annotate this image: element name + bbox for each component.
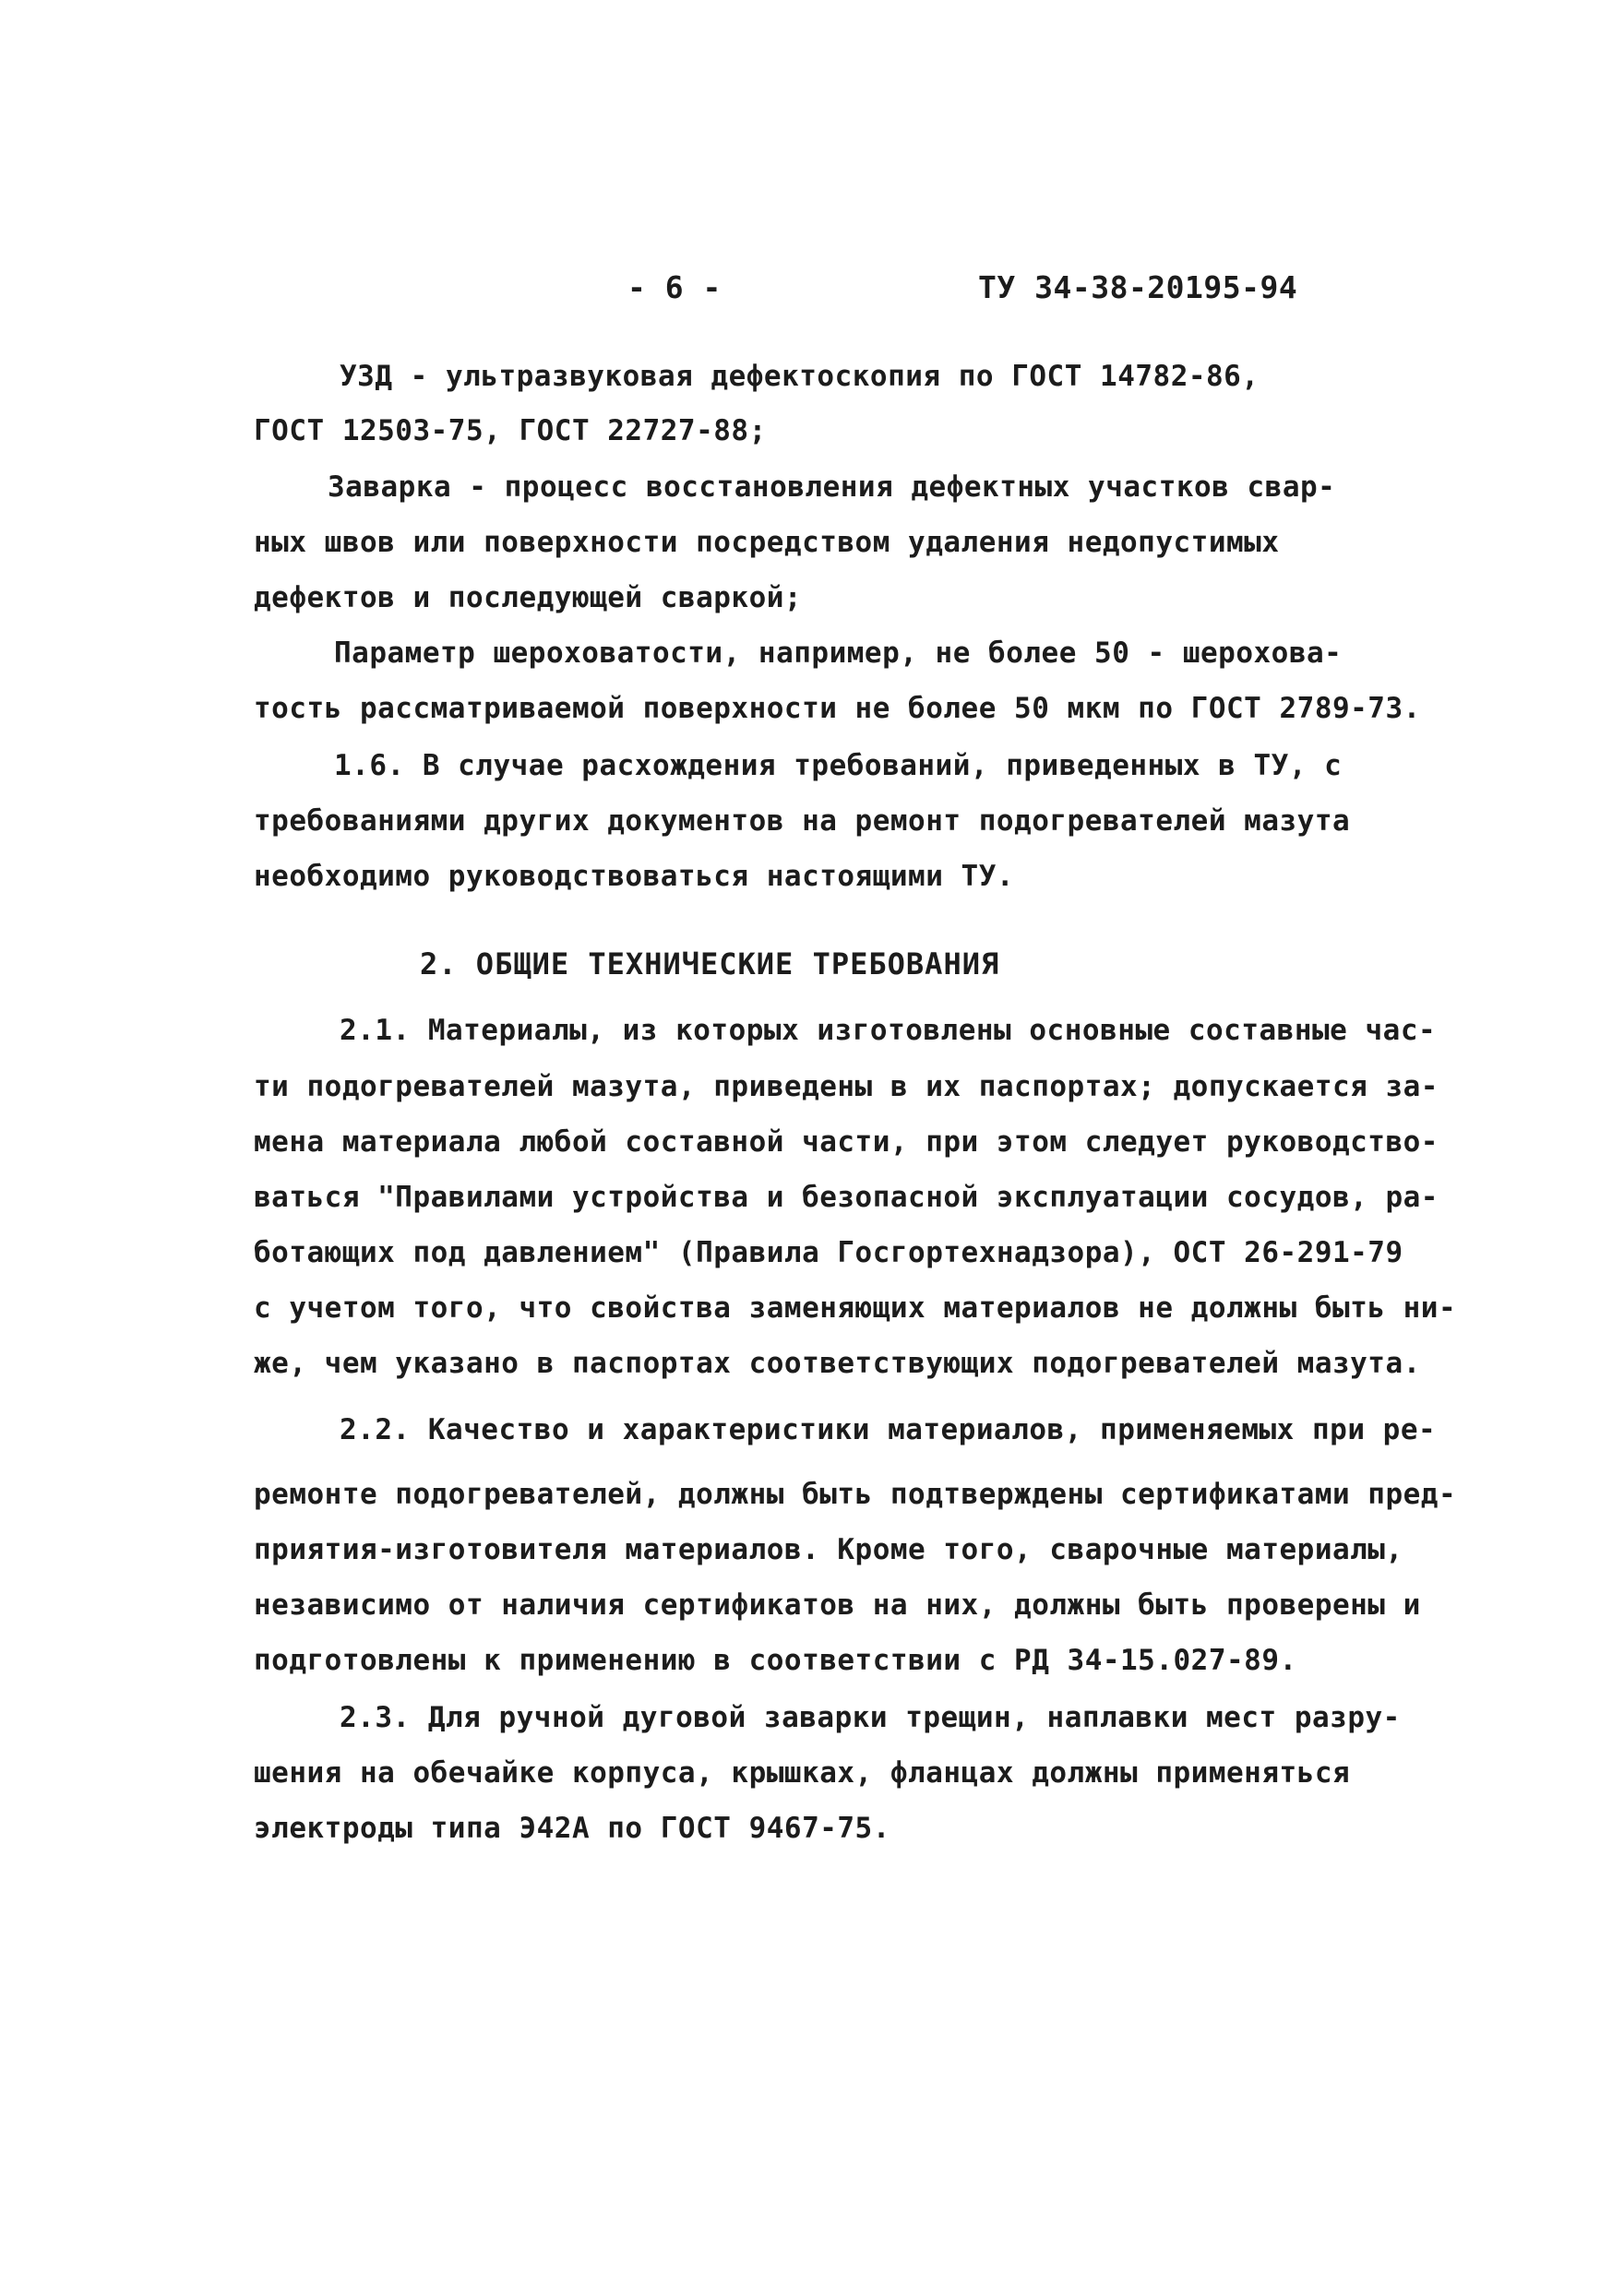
- section-line: 2.3. Для ручной дуговой заварки трещин, наплавки мест разру-: [340, 1701, 1401, 1734]
- body-line: требованиями других документов на ремонт подогревателей мазута: [254, 804, 1351, 838]
- section-line: шения на обечайке корпуса, крышках, фланцах должны применяться: [254, 1756, 1351, 1790]
- body-line: тость рассматриваемой поверхности не более 50 мкм по ГОСТ 2789-73.: [254, 692, 1421, 725]
- body-line: ных швов или поверхности посредством удаления недопустимых: [254, 526, 1280, 559]
- body-line: ГОСТ 12503-75, ГОСТ 22727-88;: [254, 414, 767, 447]
- body-line: дефектов и последующей сваркой;: [254, 581, 803, 614]
- section-line: подготовлены к применению в соответствии с РД 34-15.027-89.: [254, 1644, 1297, 1677]
- section-line: ботающих под давлением" (Правила Госгортехнадзора), ОСТ 26-291-79: [254, 1236, 1403, 1269]
- section-line: ваться "Правилами устройства и безопасной эксплуатации сосудов, ра-: [254, 1181, 1439, 1214]
- page-number: - 6 -: [627, 269, 722, 305]
- section-title: 2. ОБЩИЕ ТЕХНИЧЕСКИЕ ТРЕБОВАНИЯ: [420, 946, 1000, 981]
- section-line: независимо от наличия сертификатов на них, должны быть проверены и: [254, 1588, 1421, 1622]
- section-line: ти подогревателей мазута, приведены в их паспортах; допускается за-: [254, 1070, 1439, 1103]
- body-line: 1.6. В случае расхождения требований, приведенных в ТУ, с: [334, 749, 1343, 782]
- section-line: 2.1. Материалы, из которых изготовлены основные составные час-: [340, 1014, 1437, 1047]
- section-line: мена материала любой составной части, при этом следует руководство-: [254, 1125, 1439, 1159]
- document-code: ТУ 34-38-20195-94: [978, 269, 1298, 305]
- body-line: УЗД - ультразвуковая дефектоскопия по ГОСТ 14782-86,: [340, 360, 1260, 393]
- section-line: с учетом того, что свойства заменяющих материалов не должны быть ни-: [254, 1291, 1457, 1325]
- section-line: же, чем указано в паспортах соответствующих подогревателей мазута.: [254, 1347, 1421, 1380]
- section-line: электроды типа Э42А по ГОСТ 9467-75.: [254, 1812, 890, 1845]
- body-line: Заварка - процесс восстановления дефектных участков свар-: [328, 470, 1336, 504]
- body-line: Параметр шероховатости, например, не более 50 - шерохова-: [334, 636, 1343, 670]
- section-line: 2.2. Качество и характеристики материалов, применяемых при ре-: [340, 1413, 1437, 1446]
- section-line: приятия-изготовителя материалов. Кроме того, сварочные материалы,: [254, 1533, 1403, 1566]
- section-line: ремонте подогревателей, должны быть подтверждены сертификатами пред-: [254, 1478, 1457, 1511]
- body-line: необходимо руководствоваться настоящими ТУ.: [254, 860, 1015, 893]
